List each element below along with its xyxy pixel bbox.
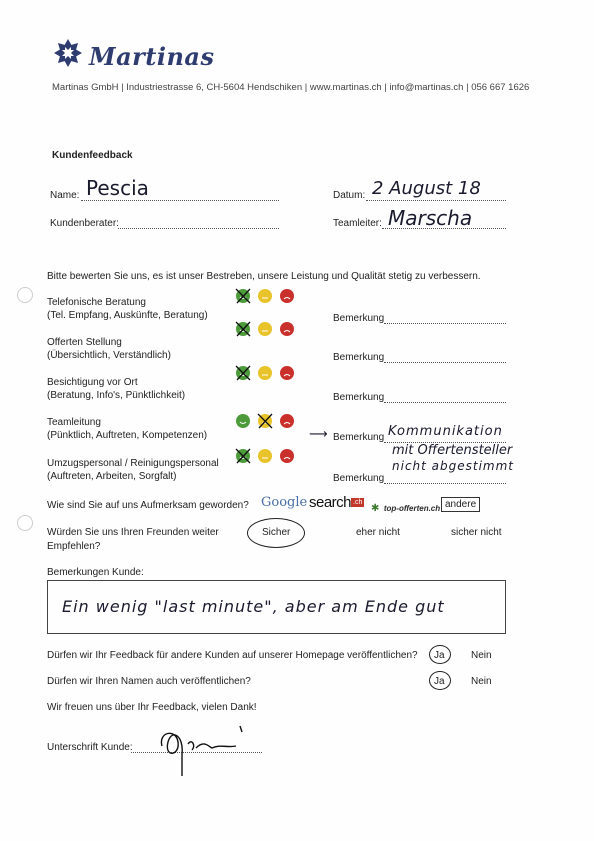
name-ja[interactable]: Ja bbox=[434, 676, 445, 687]
bemerkung-label: Bemerkung bbox=[333, 473, 385, 484]
bemerkung-handwritten-2: mit Offertensteller bbox=[392, 443, 513, 458]
homepage-ja[interactable]: Ja bbox=[434, 650, 445, 661]
thanks-text: Wir freuen uns über Ihr Feedback, vielen Dank! bbox=[47, 702, 257, 713]
homepage-nein[interactable]: Nein bbox=[471, 650, 492, 661]
bemerkung-label: Bemerkung bbox=[333, 352, 385, 363]
smiley-bad-icon[interactable] bbox=[280, 449, 294, 463]
arrow-icon: ⟶ bbox=[309, 427, 328, 442]
smiley-bad-icon[interactable] bbox=[280, 322, 294, 336]
punch-hole-bottom bbox=[17, 515, 33, 531]
bemerkung-label: Bemerkung bbox=[333, 432, 385, 443]
smiley-bad-icon[interactable] bbox=[280, 289, 294, 303]
bemerkung-line bbox=[384, 313, 506, 324]
option-sicher[interactable]: Sicher bbox=[262, 527, 291, 538]
name-label: Name: bbox=[50, 190, 80, 201]
kundenberater-line bbox=[118, 218, 279, 229]
rating-subtitle: (Tel. Empfang, Auskünfte, Beratung) bbox=[47, 310, 208, 321]
rating-title: Umzugspersonal / Reinigungspersonal bbox=[47, 458, 219, 469]
star-icon: ✱ bbox=[371, 503, 380, 514]
option-sicher-nicht[interactable]: sicher nicht bbox=[451, 527, 502, 538]
bemerkung-handwritten-3: nicht abgestimmt bbox=[392, 459, 515, 473]
brand-name: Martinas bbox=[89, 42, 215, 71]
smiley-medium-icon[interactable] bbox=[258, 366, 272, 380]
bemerkungen-kunde-label: Bemerkungen Kunde: bbox=[47, 567, 144, 578]
smiley-medium-icon[interactable] bbox=[258, 449, 272, 463]
rating-subtitle: (Übersichtlich, Verständlich) bbox=[47, 350, 171, 361]
top-offerten-label: top-offerten.ch bbox=[383, 504, 441, 513]
smiley-good-icon[interactable] bbox=[236, 414, 250, 428]
search-suffix: .ch bbox=[353, 499, 363, 507]
intro-text: Bitte bewerten Sie uns, es ist unser Bestreben, unsere Leistung und Qualität stetig zu verbessern. bbox=[47, 271, 481, 282]
search-label: search bbox=[309, 494, 352, 511]
rating-title: Telefonische Beratung bbox=[47, 297, 146, 308]
rating-title: Teamleitung bbox=[47, 417, 101, 428]
signature-scribble bbox=[148, 718, 248, 780]
bemerkung-line bbox=[384, 392, 506, 403]
datum-label: Datum: bbox=[333, 190, 366, 201]
rating-title: Besichtigung vor Ort bbox=[47, 377, 138, 388]
bemerkung-label: Bemerkung bbox=[333, 313, 385, 324]
bemerkungen-kunde-value: Ein wenig "last minute", aber am Ende gut bbox=[62, 597, 445, 616]
punch-hole-top bbox=[17, 287, 33, 303]
smiley-medium-icon[interactable] bbox=[258, 322, 272, 336]
rating-subtitle: (Pünktlich, Auftreten, Kompetenzen) bbox=[47, 430, 208, 441]
source-google[interactable]: Google bbox=[261, 495, 308, 510]
empfehlen-question-line2: Empfehlen? bbox=[47, 541, 101, 552]
martinas-logo-icon bbox=[53, 38, 83, 68]
source-top-offerten[interactable] bbox=[371, 498, 440, 516]
option-eher-nicht[interactable]: eher nicht bbox=[356, 527, 400, 538]
name-question: Dürfen wir Ihren Namen auch veröffentlichen? bbox=[47, 676, 251, 687]
aufmerksam-question: Wie sind Sie auf uns Aufmerksam geworden? bbox=[47, 500, 249, 511]
smiley-bad-icon[interactable] bbox=[280, 414, 294, 428]
rating-subtitle: (Auftreten, Arbeiten, Sorgfalt) bbox=[47, 471, 177, 482]
smiley-bad-icon[interactable] bbox=[280, 366, 294, 380]
signature-label: Unterschrift Kunde: bbox=[47, 742, 133, 753]
rating-subtitle: (Beratung, Info's, Pünktlichkeit) bbox=[47, 390, 186, 401]
form-title: Kundenfeedback bbox=[52, 150, 133, 161]
homepage-question: Dürfen wir Ihr Feedback für andere Kunden auf unserer Homepage veröffentlichen? bbox=[47, 650, 418, 661]
rating-smileys[interactable] bbox=[235, 448, 295, 464]
teamleiter-label: Teamleiter: bbox=[333, 218, 382, 229]
kundenberater-label: Kundenberater: bbox=[50, 218, 119, 229]
teamleiter-value: Marscha bbox=[388, 206, 473, 230]
bemerkung-handwritten-1: Kommunikation bbox=[388, 424, 503, 439]
company-address: Martinas GmbH | Industriestrasse 6, CH-5604 Hendschiken | www.martinas.ch | info@martinas.ch | 056 667 1626 bbox=[52, 82, 530, 93]
empfehlen-question-line1: Würden Sie uns Ihren Freunden weiter bbox=[47, 527, 219, 538]
rating-smileys[interactable] bbox=[235, 413, 295, 429]
bemerkung-line bbox=[384, 352, 506, 363]
rating-smileys[interactable] bbox=[235, 288, 295, 304]
name-nein[interactable]: Nein bbox=[471, 676, 492, 687]
source-andere[interactable]: andere bbox=[441, 497, 480, 512]
name-value: Pescia bbox=[86, 176, 149, 200]
rating-smileys[interactable] bbox=[235, 365, 295, 381]
bemerkung-label: Bemerkung bbox=[333, 392, 385, 403]
datum-value: 2 August 18 bbox=[372, 178, 481, 199]
rating-title: Offerten Stellung bbox=[47, 337, 122, 348]
smiley-medium-icon[interactable] bbox=[258, 289, 272, 303]
source-search[interactable] bbox=[309, 494, 364, 512]
rating-smileys[interactable] bbox=[235, 321, 295, 337]
bemerkung-line bbox=[384, 473, 506, 484]
